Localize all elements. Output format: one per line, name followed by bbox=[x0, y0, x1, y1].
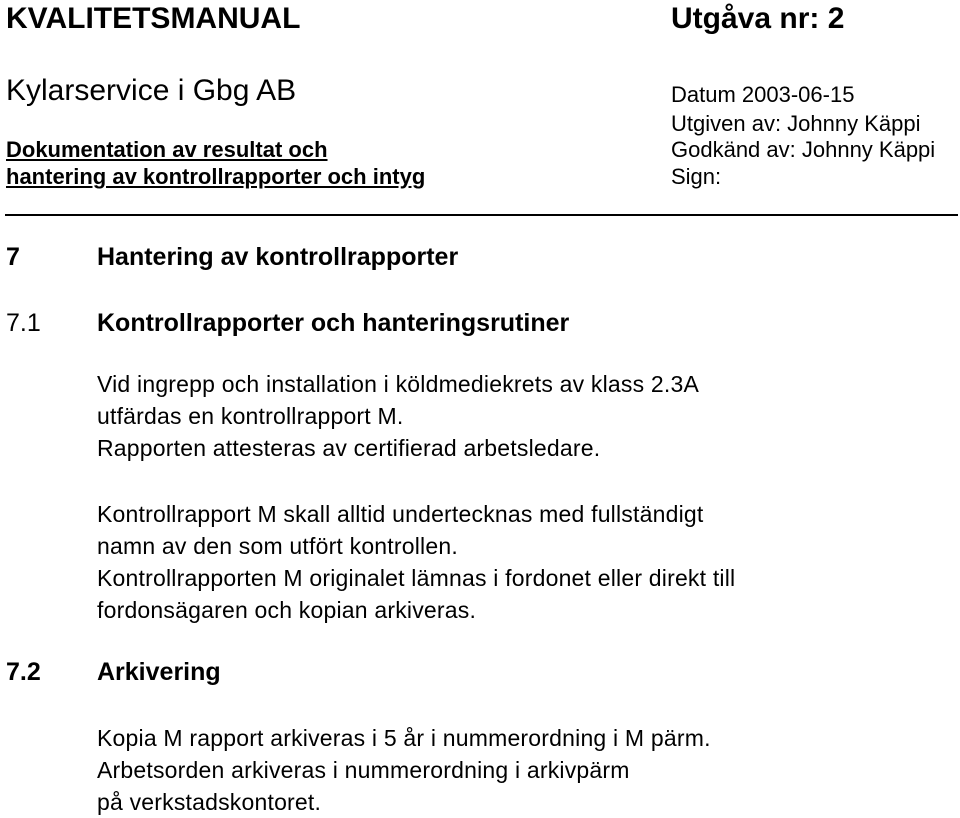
manual-title: KVALITETSMANUAL bbox=[6, 2, 301, 35]
paragraph-line: Arbetsorden arkiveras i nummerordning i arkivpärm bbox=[97, 757, 630, 783]
approved-by: Godkänd av: Johnny Käppi bbox=[671, 137, 936, 162]
issued-by: Utgiven av: Johnny Käppi bbox=[671, 111, 921, 136]
subsection-number: 7.1 bbox=[6, 309, 41, 337]
subsection-title: Arkivering bbox=[97, 658, 221, 686]
edition-number: Utgåva nr: 2 bbox=[671, 2, 845, 35]
paragraph-line: Kontrollrapporten M originalet lämnas i fordonet eller direkt till bbox=[97, 565, 736, 591]
paragraph-line: Vid ingrepp och installation i köldmediekrets av klass 2.3A bbox=[97, 371, 700, 397]
subsection-title: Kontrollrapporter och hanteringsrutiner bbox=[97, 309, 570, 337]
signature-label: Sign: bbox=[671, 164, 722, 189]
section-title: Hantering av kontrollrapporter bbox=[97, 243, 459, 271]
document-date: Datum 2003-06-15 bbox=[671, 82, 855, 107]
header-divider bbox=[5, 214, 958, 216]
paragraph-line: utfärdas en kontrollrapport M. bbox=[97, 403, 404, 429]
section-number: 7 bbox=[6, 243, 20, 271]
paragraph-line: Rapporten attesteras av certifierad arbetsledare. bbox=[97, 435, 601, 461]
paragraph-line: Kopia M rapport arkiveras i 5 år i nummerordning i M pärm. bbox=[97, 725, 711, 751]
paragraph-kontrollrapport-utfardande bbox=[97, 368, 699, 464]
company-name: Kylarservice i Gbg AB bbox=[6, 74, 297, 107]
document-title-line-2: hantering av kontrollrapporter och intyg bbox=[6, 164, 426, 189]
subsection-number: 7.2 bbox=[6, 658, 41, 686]
paragraph-line: på verkstadskontoret. bbox=[97, 789, 322, 815]
document-title-line-1: Dokumentation av resultat och bbox=[6, 137, 328, 162]
paragraph-kontrollrapport-hantering bbox=[97, 498, 735, 626]
paragraph-line: Kontrollrapport M skall alltid undertecknas med fullständigt bbox=[97, 501, 704, 527]
paragraph-line: fordonsägaren och kopian arkiveras. bbox=[97, 597, 477, 623]
paragraph-arkivering bbox=[97, 722, 711, 818]
paragraph-line: namn av den som utfört kontrollen. bbox=[97, 533, 458, 559]
